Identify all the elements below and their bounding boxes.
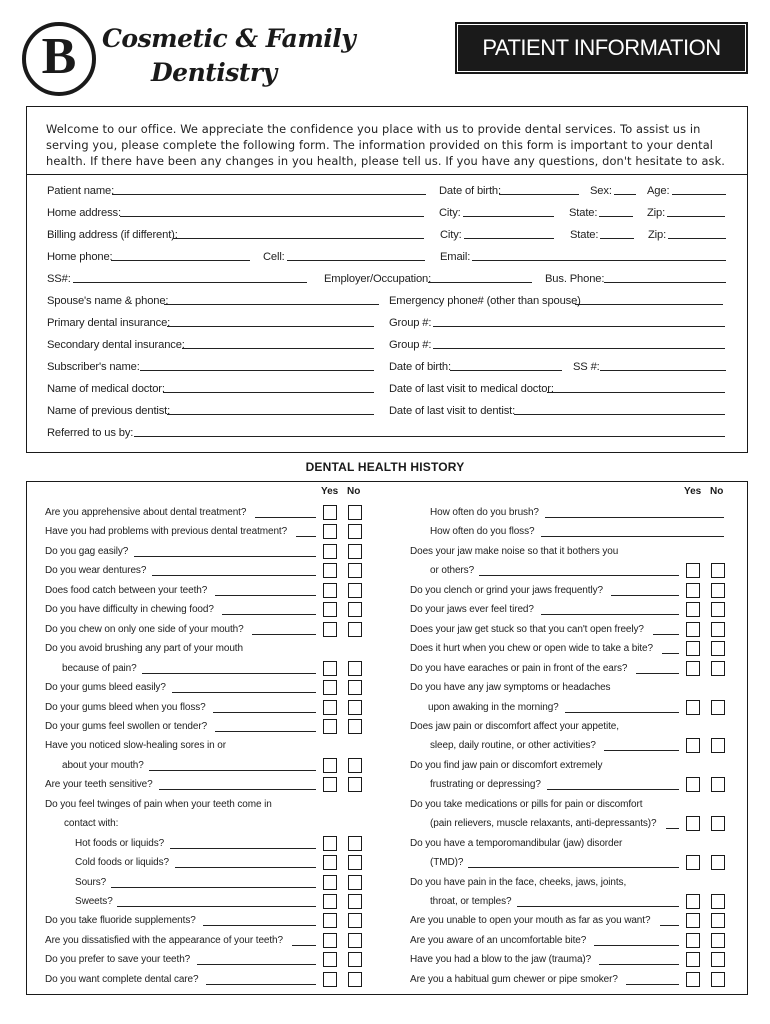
left-no-checkbox[interactable] [348, 524, 362, 539]
home-address-field[interactable] [120, 205, 424, 217]
employer-field[interactable] [428, 271, 532, 283]
subscriber-ss-label: SS #: [573, 361, 600, 373]
billing-address-label: Billing address (if different): [47, 229, 178, 241]
ss-label: SS#: [47, 273, 71, 285]
bus-phone-label: Bus. Phone: [545, 273, 605, 285]
right-question: Does it hurt when you chew or open wide to take a bite? [410, 643, 653, 655]
logo-monogram: B [41, 28, 77, 85]
left-answer-line[interactable] [142, 663, 316, 674]
subscriber-ss-field[interactable] [600, 359, 726, 371]
left-yes-checkbox[interactable] [323, 505, 337, 520]
emergency-field[interactable] [575, 293, 723, 305]
left-no-checkbox[interactable] [348, 583, 362, 598]
age-field[interactable] [672, 183, 726, 195]
page-title: PATIENT INFORMATION [457, 24, 746, 72]
subscriber-dob-field[interactable] [450, 359, 562, 371]
email-field[interactable] [472, 249, 726, 261]
city-label: City: [439, 207, 461, 219]
left-answer-line[interactable] [134, 546, 316, 557]
left-no-checkbox[interactable] [348, 894, 362, 909]
group1-label: Group #: [389, 317, 432, 329]
left-answer-line[interactable] [172, 682, 316, 693]
left-no-checkbox[interactable] [348, 602, 362, 617]
group1-field[interactable] [433, 315, 725, 327]
left-no-checkbox[interactable] [348, 933, 362, 948]
billing-state-label: State: [570, 229, 599, 241]
left-yes-checkbox[interactable] [323, 602, 337, 617]
right-question: Are you unable to open your mouth as far as you want? [410, 915, 651, 927]
left-answer-line[interactable] [255, 507, 316, 518]
right-answer-line[interactable] [636, 663, 679, 674]
left-question: Do you want complete dental care? [45, 973, 199, 985]
left-no-checkbox[interactable] [348, 972, 362, 987]
right-answer-line[interactable] [479, 565, 679, 576]
billing-state-field[interactable] [600, 227, 634, 239]
left-no-checkbox[interactable] [348, 913, 362, 928]
left-yes-checkbox[interactable] [323, 836, 337, 851]
subscriber-field[interactable] [140, 359, 374, 371]
dental-history-box [26, 481, 748, 995]
cell-field[interactable] [287, 249, 425, 261]
dob-field[interactable] [499, 183, 579, 195]
right-answer-line[interactable] [599, 954, 679, 965]
left-question: Does food catch between your teeth? [45, 584, 208, 596]
right-question: frustrating or depressing? [430, 779, 541, 791]
right-yes-checkbox[interactable] [686, 816, 700, 831]
right-answer-line[interactable] [565, 702, 679, 713]
right-question: (TMD)? [430, 857, 464, 869]
left-answer-line[interactable] [203, 915, 316, 926]
right-yes-checkbox[interactable] [686, 641, 700, 656]
emergency-label: Emergency phone# (other than spouse) [389, 295, 581, 307]
right-yes-checkbox[interactable] [686, 622, 700, 637]
spouse-field[interactable] [164, 293, 379, 305]
left-question: Sours? [75, 876, 107, 888]
left-question: because of pain? [62, 662, 137, 674]
left-question: Do your gums bleed when you floss? [45, 701, 206, 713]
left-yes-checkbox[interactable] [323, 680, 337, 695]
right-yes-checkbox[interactable] [686, 972, 700, 987]
right-question: sleep, daily routine, or other activities? [430, 740, 596, 752]
left-yes-checkbox[interactable] [323, 913, 337, 928]
left-no-checkbox[interactable] [348, 855, 362, 870]
referred-by-field[interactable] [134, 425, 725, 437]
right-question: Do you have any jaw symptoms or headaches [410, 682, 611, 694]
left-yes-checkbox[interactable] [323, 894, 337, 909]
employer-label: Employer/Occupation: [324, 273, 432, 285]
right-no-checkbox[interactable] [711, 913, 725, 928]
home-phone-field[interactable] [111, 249, 250, 261]
left-question: Do you feel twinges of pain when your teeth come in [45, 798, 272, 810]
group2-field[interactable] [433, 337, 725, 349]
left-yes-checkbox[interactable] [323, 777, 337, 792]
left-yes-checkbox[interactable] [323, 622, 337, 637]
right-question: Do you find jaw pain or discomfort extremely [410, 759, 603, 771]
right-no-checkbox[interactable] [711, 777, 725, 792]
sex-field[interactable] [614, 183, 636, 195]
right-no-header: No [710, 486, 724, 497]
left-yes-checkbox[interactable] [323, 972, 337, 987]
right-no-checkbox[interactable] [711, 583, 725, 598]
left-question: Cold foods or liquids? [75, 857, 169, 869]
left-answer-line[interactable] [215, 585, 316, 596]
right-question: How often do you floss? [430, 526, 535, 538]
zip-field[interactable] [667, 205, 725, 217]
right-yes-checkbox[interactable] [686, 777, 700, 792]
left-yes-checkbox[interactable] [323, 700, 337, 715]
left-yes-checkbox[interactable] [323, 719, 337, 734]
zip-label: Zip: [647, 207, 666, 219]
billing-city-field[interactable] [464, 227, 554, 239]
left-question: Do you chew on only one side of your mouth? [45, 623, 244, 635]
patient-name-field[interactable] [112, 183, 426, 195]
spouse-label: Spouse's name & phone: [47, 295, 169, 307]
left-question: Are you dissatisfied with the appearance of your teeth? [45, 934, 283, 946]
right-answer-line[interactable] [604, 740, 679, 751]
right-question: Have you had a blow to the jaw (trauma)? [410, 954, 592, 966]
billing-city-label: City: [440, 229, 462, 241]
right-answer-line[interactable] [545, 507, 724, 518]
subscriber-label: Subscriber's name: [47, 361, 140, 373]
right-yes-checkbox[interactable] [686, 933, 700, 948]
left-answer-line[interactable] [175, 857, 316, 868]
bus-phone-field[interactable] [604, 271, 726, 283]
left-no-checkbox[interactable] [348, 777, 362, 792]
referred-by-label: Referred to us by: [47, 427, 134, 439]
group2-label: Group #: [389, 339, 432, 351]
right-question: or others? [430, 565, 475, 577]
right-answer-line[interactable] [626, 974, 679, 985]
left-question: Do your gums bleed easily? [45, 682, 166, 694]
dob-label: Date of birth: [439, 185, 501, 197]
left-no-checkbox[interactable] [348, 875, 362, 890]
home-address-label: Home address: [47, 207, 121, 219]
right-answer-line[interactable] [660, 915, 679, 926]
right-no-checkbox[interactable] [711, 641, 725, 656]
right-yes-checkbox[interactable] [686, 583, 700, 598]
left-question: Do you have difficulty in chewing food? [45, 604, 214, 616]
right-no-checkbox[interactable] [711, 563, 725, 578]
practice-logo [22, 18, 356, 98]
left-no-checkbox[interactable] [348, 758, 362, 773]
right-question: Do you clench or grind your jaws frequently? [410, 584, 603, 596]
right-yes-checkbox[interactable] [686, 894, 700, 909]
right-answer-line[interactable] [594, 935, 679, 946]
left-answer-line[interactable] [292, 935, 316, 946]
right-answer-line[interactable] [653, 624, 679, 635]
left-no-checkbox[interactable] [348, 505, 362, 520]
right-no-checkbox[interactable] [711, 952, 725, 967]
right-answer-line[interactable] [611, 585, 679, 596]
cell-label: Cell: [263, 251, 285, 263]
left-yes-checkbox[interactable] [323, 758, 337, 773]
right-question: Do you have earaches or pain in front of the ears? [410, 662, 628, 674]
last-visit-dentist-field[interactable] [514, 403, 725, 415]
right-no-checkbox[interactable] [711, 894, 725, 909]
right-question: Do you have a temporomandibular (jaw) disorder [410, 837, 623, 849]
right-answer-line[interactable] [468, 857, 679, 868]
left-question: Hot foods or liquids? [75, 837, 165, 849]
left-answer-line[interactable] [197, 954, 316, 965]
left-answer-line[interactable] [149, 760, 316, 771]
left-answer-line[interactable] [296, 526, 316, 537]
left-yes-checkbox[interactable] [323, 933, 337, 948]
right-no-checkbox[interactable] [711, 661, 725, 676]
billing-zip-label: Zip: [648, 229, 667, 241]
sex-label: Sex: [590, 185, 612, 197]
city-field[interactable] [463, 205, 554, 217]
right-question: upon awaking in the morning? [428, 701, 559, 713]
left-question: Have you had problems with previous dental treatment? [45, 526, 288, 538]
last-visit-medical-field[interactable] [547, 381, 725, 393]
right-answer-line[interactable] [666, 818, 679, 829]
last-visit-dentist-label: Date of last visit to dentist: [389, 405, 516, 417]
medical-doctor-label: Name of medical doctor: [47, 383, 165, 395]
right-question: Are you aware of an uncomfortable bite? [410, 934, 587, 946]
left-question: Do you prefer to save your teeth? [45, 954, 191, 966]
left-answer-line[interactable] [206, 974, 316, 985]
right-question: Do you have pain in the face, cheeks, jaws, joints, [410, 876, 627, 888]
left-question: Do your gums feel swollen or tender? [45, 720, 208, 732]
left-answer-line[interactable] [159, 779, 316, 790]
left-question: about your mouth? [62, 759, 144, 771]
right-question: Do you take medications or pills for pain or discomfort [410, 798, 643, 810]
right-yes-checkbox[interactable] [686, 952, 700, 967]
left-question: Are your teeth sensitive? [45, 779, 153, 791]
subscriber-dob-label: Date of birth: [389, 361, 451, 373]
right-no-checkbox[interactable] [711, 972, 725, 987]
ss-field[interactable] [73, 271, 307, 283]
state-field[interactable] [599, 205, 633, 217]
right-question: throat, or temples? [430, 896, 512, 907]
state-label: State: [569, 207, 598, 219]
left-yes-checkbox[interactable] [323, 661, 337, 676]
secondary-insurance-field[interactable] [182, 337, 374, 349]
left-no-checkbox[interactable] [348, 700, 362, 715]
left-question: Have you noticed slow-healing sores in or [45, 740, 226, 752]
logo-text-line1: Cosmetic & Family [102, 24, 356, 53]
left-no-checkbox[interactable] [348, 680, 362, 695]
left-answer-line[interactable] [170, 838, 316, 849]
left-answer-line[interactable] [152, 565, 316, 576]
left-question: Do you avoid brushing any part of your mouth [45, 643, 243, 655]
right-no-checkbox[interactable] [711, 700, 725, 715]
left-yes-header: Yes [321, 486, 339, 497]
right-question: Does your jaw make noise so that it bothers you [410, 545, 619, 557]
left-yes-checkbox[interactable] [323, 583, 337, 598]
left-no-checkbox[interactable] [348, 952, 362, 967]
home-phone-label: Home phone: [47, 251, 113, 263]
left-answer-line[interactable] [215, 721, 316, 732]
right-question: Does your jaw get stuck so that you can't open freely? [410, 623, 644, 635]
left-no-checkbox[interactable] [348, 836, 362, 851]
left-answer-line[interactable] [111, 877, 316, 888]
last-visit-medical-label: Date of last visit to medical doctor: [389, 383, 554, 395]
page-title-bar [455, 22, 748, 74]
previous-dentist-label: Name of previous dentist: [47, 405, 171, 417]
medical-doctor-field[interactable] [163, 381, 374, 393]
left-question: Are you apprehensive about dental treatment? [45, 507, 247, 518]
left-answer-line[interactable] [222, 604, 316, 615]
left-question: Do you gag easily? [45, 545, 129, 557]
left-no-checkbox[interactable] [348, 563, 362, 578]
age-label: Age: [647, 185, 670, 197]
primary-insurance-field[interactable] [167, 315, 374, 327]
left-yes-checkbox[interactable] [323, 952, 337, 967]
right-yes-checkbox[interactable] [686, 738, 700, 753]
dental-history-title: DENTAL HEALTH HISTORY [305, 460, 465, 474]
right-no-checkbox[interactable] [711, 816, 725, 831]
right-yes-checkbox[interactable] [686, 700, 700, 715]
secondary-insurance-label: Secondary dental insurance: [47, 339, 185, 351]
right-yes-checkbox[interactable] [686, 602, 700, 617]
left-no-checkbox[interactable] [348, 719, 362, 734]
left-yes-checkbox[interactable] [323, 855, 337, 870]
left-no-checkbox[interactable] [348, 622, 362, 637]
patient-info-box [26, 106, 748, 453]
left-question: Do you wear dentures? [45, 565, 147, 577]
right-yes-header: Yes [684, 486, 702, 497]
right-question: (pain relievers, muscle relaxants, anti-depressants)? [430, 818, 657, 830]
left-yes-checkbox[interactable] [323, 544, 337, 559]
billing-address-field[interactable] [173, 227, 424, 239]
right-question: How often do you brush? [430, 507, 539, 518]
right-question: Are you a habitual gum chewer or pipe smoker? [410, 973, 618, 985]
right-yes-checkbox[interactable] [686, 913, 700, 928]
left-no-checkbox[interactable] [348, 544, 362, 559]
right-answer-line[interactable] [541, 604, 679, 615]
left-question: contact with: [64, 818, 119, 830]
intro-divider [27, 174, 747, 175]
left-question: Do you take fluoride supplements? [45, 915, 196, 927]
left-question: Sweets? [75, 896, 113, 907]
left-yes-checkbox[interactable] [323, 563, 337, 578]
left-yes-checkbox[interactable] [323, 524, 337, 539]
left-answer-line[interactable] [213, 702, 316, 713]
right-answer-line[interactable] [547, 779, 679, 790]
left-no-header: No [347, 486, 361, 497]
previous-dentist-field[interactable] [167, 403, 374, 415]
left-answer-line[interactable] [117, 896, 316, 907]
right-yes-checkbox[interactable] [686, 563, 700, 578]
logo-text-line2: Dentistry [151, 58, 277, 87]
right-no-checkbox[interactable] [711, 622, 725, 637]
right-answer-line[interactable] [662, 643, 679, 654]
right-yes-checkbox[interactable] [686, 661, 700, 676]
right-no-checkbox[interactable] [711, 855, 725, 870]
right-answer-line[interactable] [517, 896, 679, 907]
intro-paragraph: Welcome to our office. We appreciate the confidence you place with us to provide dental services. To assist us in serving you, please complete the following form. The information provided on this form is important to your dental health. If there have been any changes in you health, please tell us. If you have any questions, don't hesitate to ask. [46, 122, 726, 168]
email-label: Email: [440, 251, 471, 263]
left-yes-checkbox[interactable] [323, 875, 337, 890]
right-answer-line[interactable] [541, 526, 724, 537]
right-question: Do your jaws ever feel tired? [410, 604, 534, 616]
primary-insurance-label: Primary dental insurance: [47, 317, 171, 329]
patient-name-label: Patient name: [47, 185, 115, 197]
left-answer-line[interactable] [252, 624, 316, 635]
right-no-checkbox[interactable] [711, 602, 725, 617]
left-no-checkbox[interactable] [348, 661, 362, 676]
right-question: Does jaw pain or discomfort affect your appetite, [410, 720, 619, 732]
right-no-checkbox[interactable] [711, 933, 725, 948]
billing-zip-field[interactable] [668, 227, 726, 239]
right-no-checkbox[interactable] [711, 738, 725, 753]
right-yes-checkbox[interactable] [686, 855, 700, 870]
